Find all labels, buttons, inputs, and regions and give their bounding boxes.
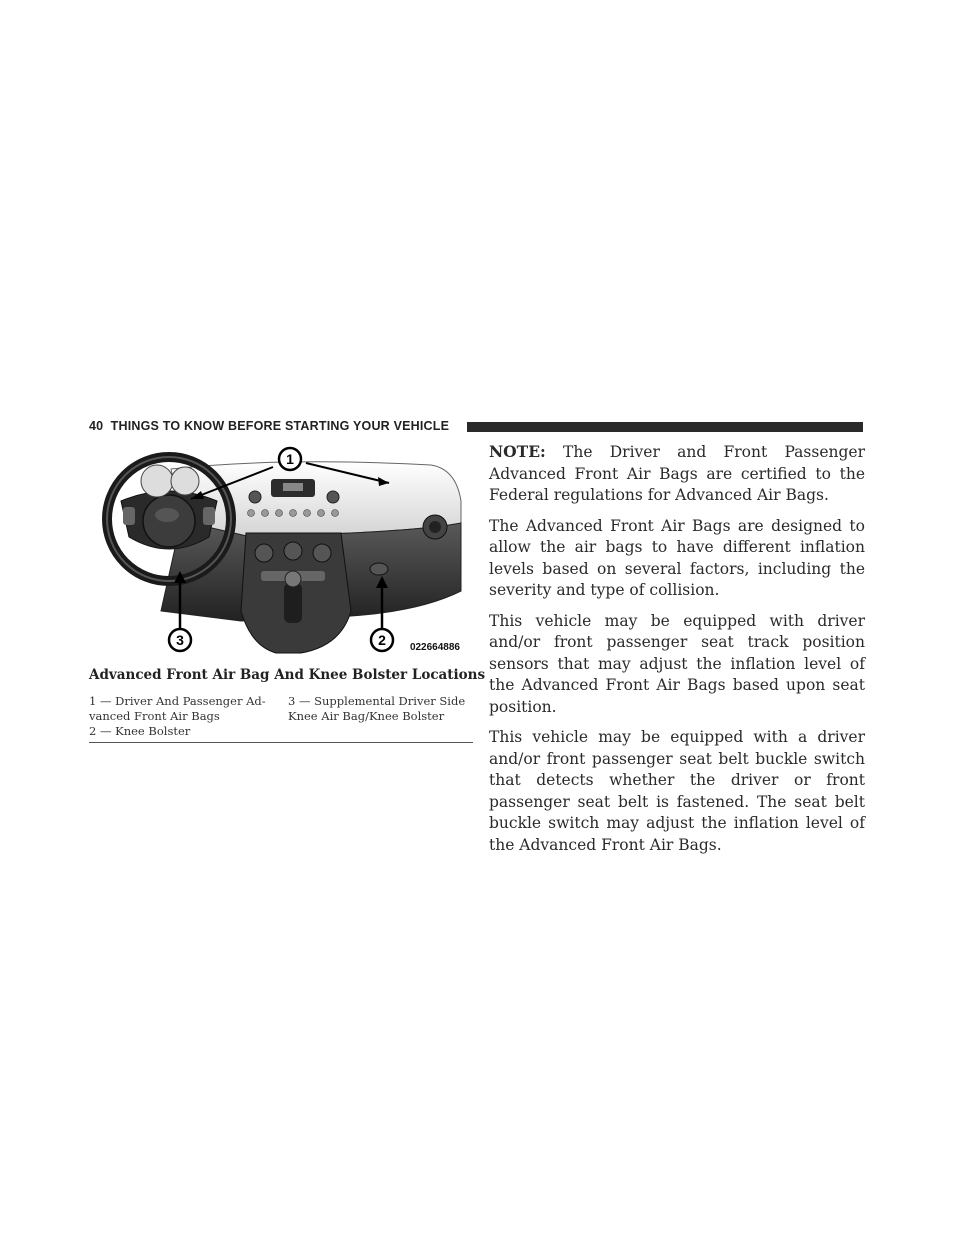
- note-text: The Driver and Front Passenger Advanced Front Air Bags are certified to the Federal regulations for Advanced Air Bags.: [489, 443, 865, 504]
- section-title: THINGS TO KNOW BEFORE STARTING YOUR VEHICLE: [110, 419, 450, 433]
- note-label: NOTE:: [489, 442, 546, 461]
- figure-caption: Advanced Front Air Bag And Knee Bolster Locations: [89, 667, 486, 683]
- body-text-column: [489, 441, 865, 865]
- legend-column-right: [288, 694, 473, 724]
- body-paragraph: This vehicle may be equipped with driver and/or front passenger seat track position sensors that may adjust the inflation level of the Advanced Front Air Bags based upon seat position.: [489, 611, 865, 716]
- page-header: [89, 417, 863, 437]
- dashboard-illustration: [101, 441, 463, 662]
- legend-item-2: 2 — Knee Bolster: [89, 724, 191, 738]
- callout-3: 3: [176, 632, 184, 648]
- legend-item-3-line2: Knee Air Bag/Knee Bolster: [288, 709, 445, 723]
- dashboard-drawing: [101, 441, 463, 662]
- legend-item-1-line2: vanced Front Air Bags: [89, 709, 220, 723]
- legend-item-3-line1: 3 — Supplemental Driver Side: [288, 694, 466, 708]
- legend-divider: [89, 742, 473, 743]
- note-paragraph: [489, 441, 865, 507]
- callout-1: 1: [286, 451, 294, 467]
- legend-item-1-line1: 1 — Driver And Passenger Ad-: [89, 694, 266, 708]
- callout-2: 2: [378, 632, 386, 648]
- page-number: 40: [89, 419, 104, 433]
- body-paragraph: This vehicle may be equipped with a driver and/or front passenger seat belt buckle switch that detects whether the driver or front passenger seat belt is fastened. The seat belt buckle switch may adjust the inflation level of the Advanced Front Air Bags.: [489, 728, 865, 854]
- header-rule-bar: [467, 422, 863, 432]
- body-paragraph: The Advanced Front Air Bags are designed to allow the air bags to have different inflation levels based on several factors, including the severity and type of collision.: [489, 516, 865, 599]
- header-text: [89, 419, 449, 433]
- figure-code: 022664886: [409, 642, 460, 653]
- legend-column-left: [89, 694, 279, 739]
